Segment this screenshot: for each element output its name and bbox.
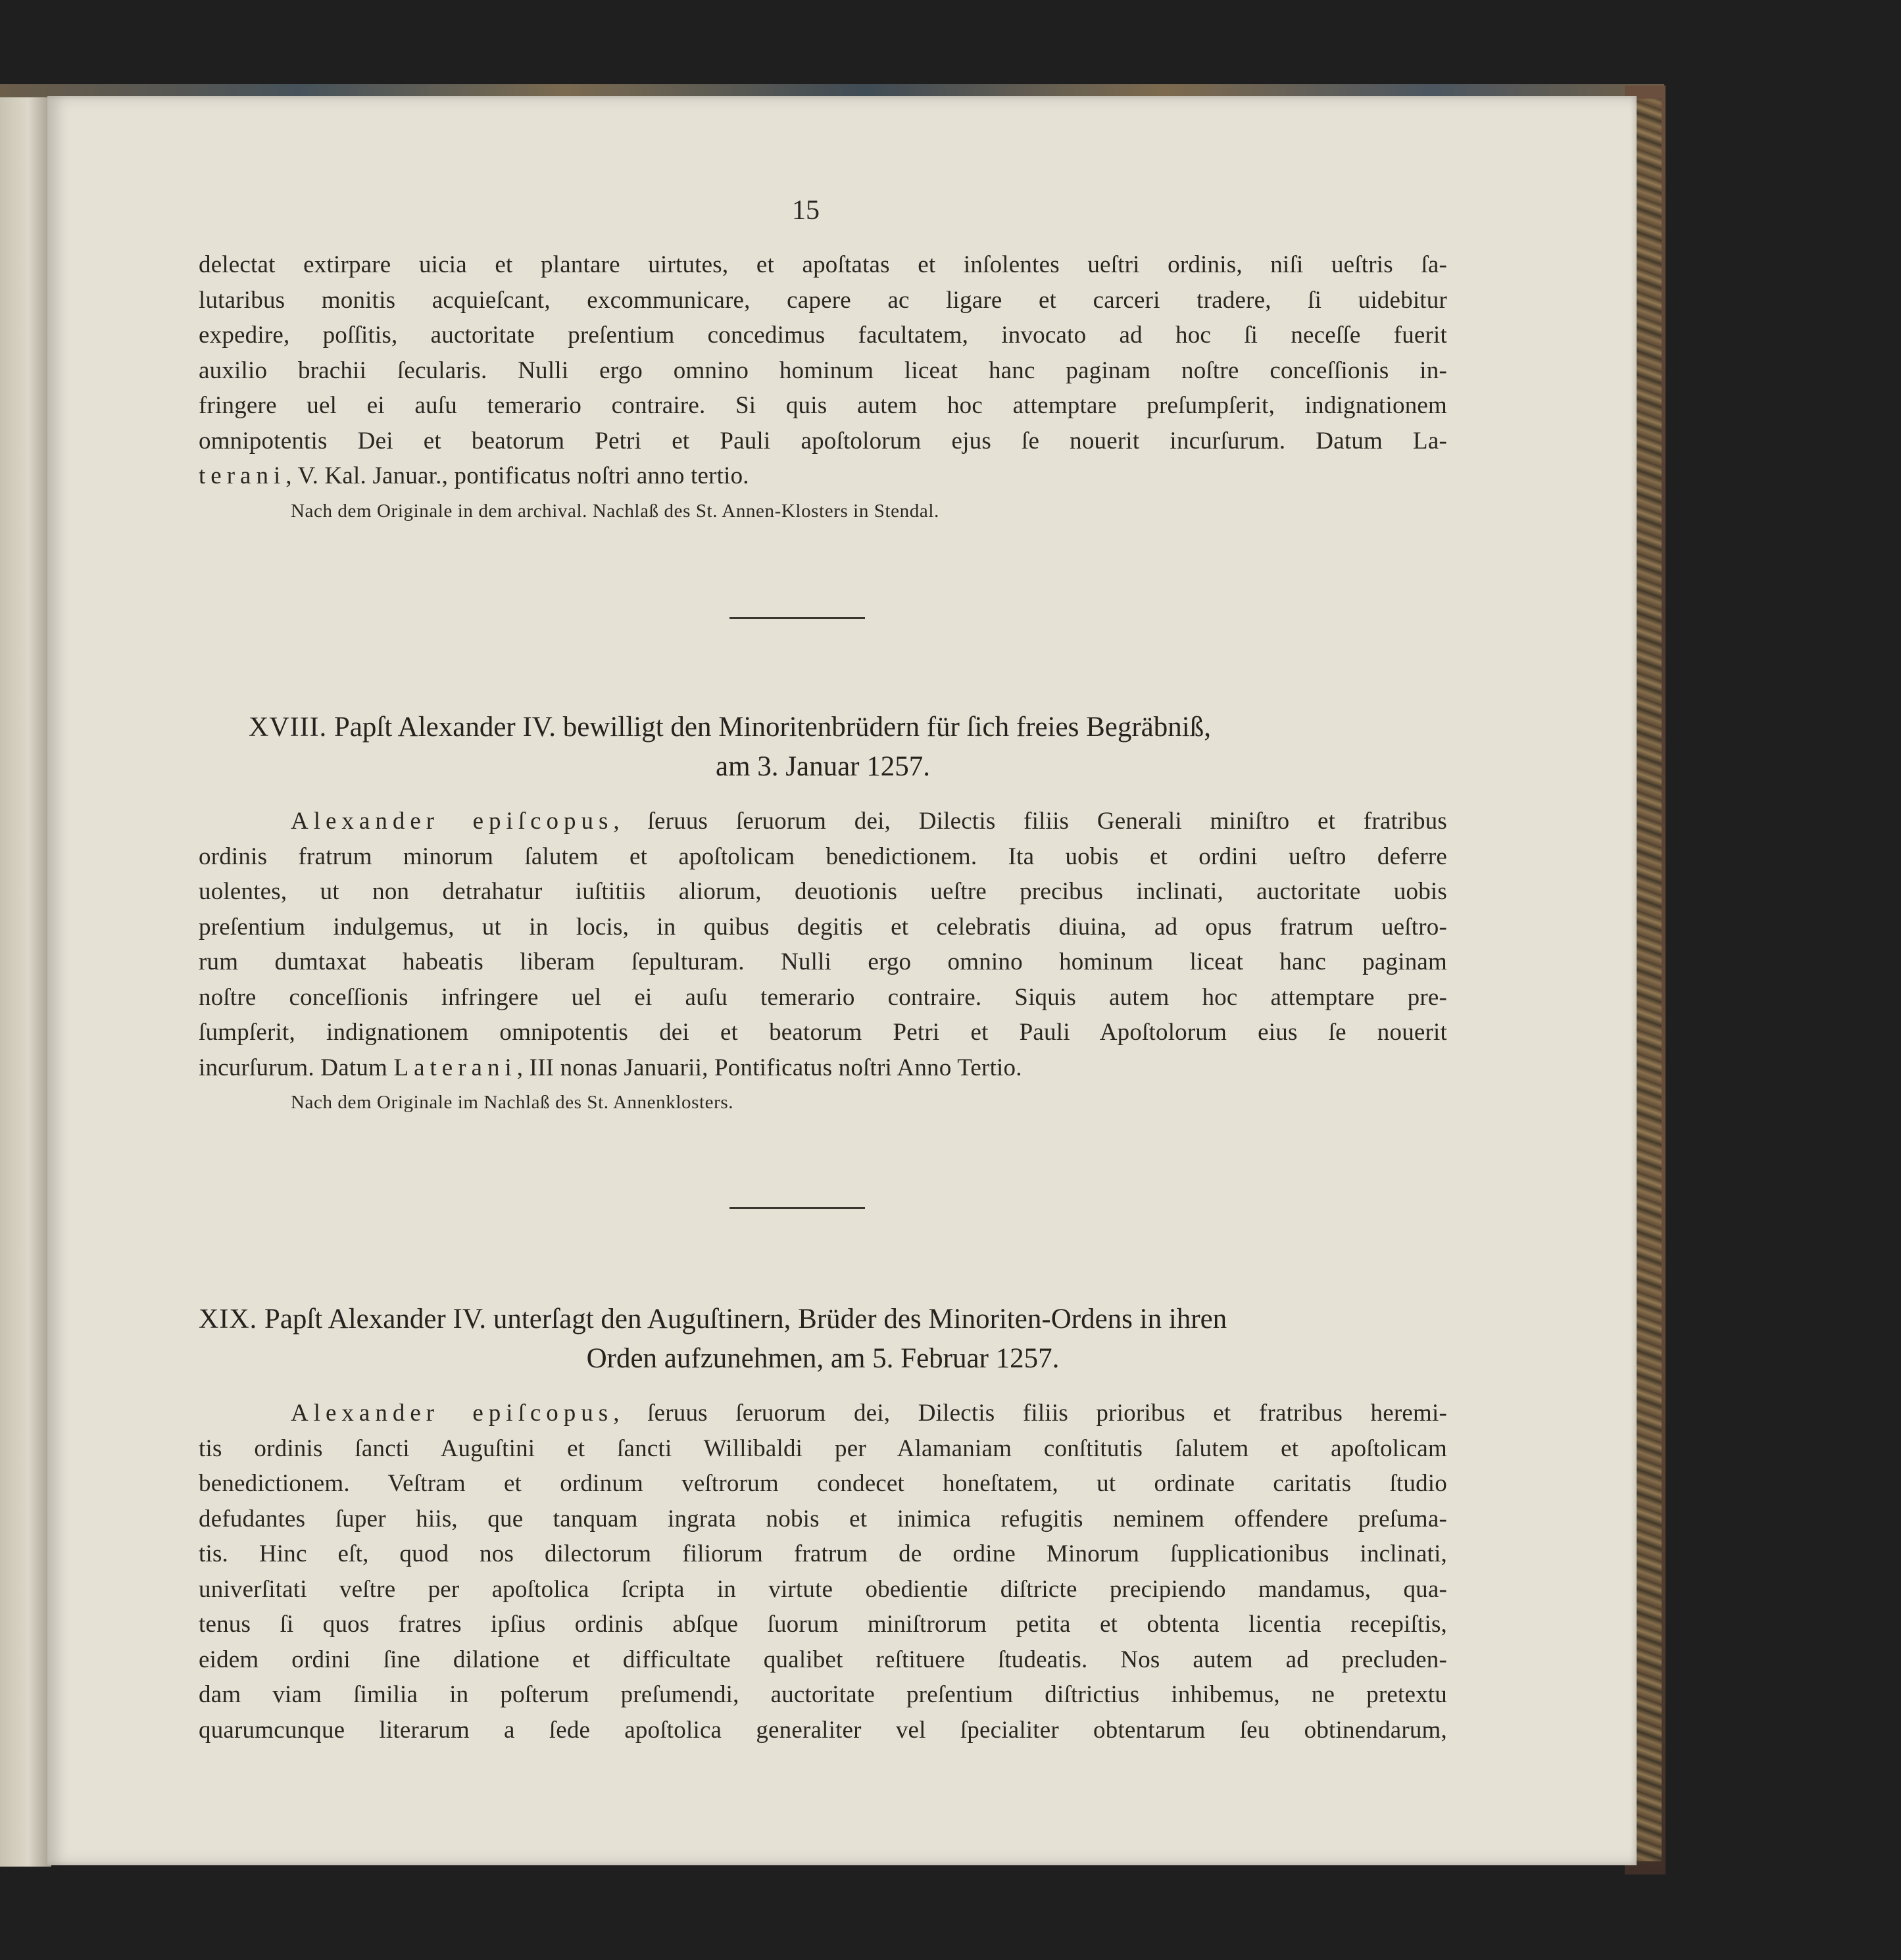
text-line: ſumpſerit, indignationem omnipotentis dei et beatorum Petri et Pauli Apoſtolorum eius ſe nouerit [199,1019,1447,1046]
text-line [199,1396,1447,1431]
text-line: delectat extirpare uicia et plantare uirtutes, et apoſtatas et inſolentes ueſtri ordinis, niſi ueſtris ſa- [199,251,1447,278]
section-title: Papſt Alexander IV. unterſagt den Auguſtinern, Brüder des Minoriten-Ordens in ihren [264,1304,1227,1335]
text-line: tis ordinis ſancti Auguſtini et ſancti Willibaldi per Alamaniam conſtitutis ſalutem et apoſtolicam [199,1434,1447,1462]
section-divider [729,617,865,619]
heading-line-1 [199,1300,1447,1339]
marbled-fore-edge [1635,99,1662,1861]
text-line: univerſitati veſtre per apoſtolica ſcripta in virtute obedientie diſtricte precipiendo mandamus, qua- [199,1575,1447,1603]
text-rest: , ſeruus ſeruorum dei, Dilectis filiis Generali miniſtro et fratribus [613,808,1447,835]
section-divider [729,1207,865,1209]
text-line: auxilio brachii ſecularis. Nulli ergo omnino hominum liceat hanc paginam noſtre conceſſionis in- [199,356,1447,384]
text-line: quarumcunque literarum a ſede apoſtolica generaliter vel ſpecialiter obtentarum ſeu obtinendarum, [199,1716,1447,1744]
heading-line-1 [199,708,1447,747]
text-line: tis. Hinc eſt, quod nos dilectorum filiorum fratrum de ordine Minorum ſupplicationibus inclinati, [199,1540,1447,1567]
text-line: lutaribus monitis acquieſcant, excommunicare, capere ac ligare et carceri tradere, ſi uidebitur [199,286,1447,314]
section-xviii-body [199,804,1447,1115]
text-line-last [199,458,1447,494]
text-line: fringere uel ei auſu temerario contraire. Si quis autem hoc attemptare preſumpſerit, indignationem [199,392,1447,419]
section-number: XIX. [199,1304,258,1335]
text-line: expedire, poſſitis, auctoritate preſentium concedimus facultatem, invocato ad hoc ſi neceſſe fuerit [199,322,1447,349]
section-number: XVIII. [249,712,328,743]
source-note: Nach dem Originale in dem archival. Nachlaß des St. Annen-Klosters in Stendal. [291,500,939,522]
section-xix-heading [199,1300,1447,1379]
text-rest: , ſeruus ſeruorum dei, Dilectis filiis prioribus et fratribus heremi- [613,1400,1447,1427]
text-line: eidem ordini ſine dilatione et difficultate qualibet reſtituere ſtudeatis. Nos autem ad precluden- [199,1646,1447,1673]
opening-words: Alexander epiſcopus [291,808,614,835]
section-title: Papſt Alexander IV. bewilligt den Minoritenbrüdern für ſich freies Begräbniß, [333,712,1211,743]
page-number: 15 [792,195,820,226]
text-line: noſtre conceſſionis infringere uel ei auſu temerario contraire. Siquis autem hoc attemptare pre- [199,983,1447,1011]
text-line: ordinis fratrum minorum ſalutem et apoſtolicam benedictionem. Ita uobis et ordini ueſtro deferre [199,843,1447,870]
text-line: dam viam ſimilia in poſterum preſumendi, auctoritate preſentium diſtrictius inhibemus, ne pretextu [199,1681,1447,1708]
text-rest: , V. Kal. Januar., pontificatus noſtri anno tertio. [285,462,749,489]
text-line: tenus ſi quos fratres ipſius ordinis abſque ſuorum miniſtrorum petita et obtenta licentia recepiſtis, [199,1611,1447,1638]
facing-page-edge [0,97,51,1867]
text-line: preſentium indulgemus, ut in locis, in quibus degitis et celebratis diuina, ad opus fratrum ueſtro- [199,913,1447,941]
source-note: Nach dem Originale im Nachlaß des St. Annenklosters. [291,1092,734,1113]
text-line: defudantes ſuper hiis, que tanquam ingrata nobis et inimica refugitis neminem offendere preſuma- [199,1505,1447,1532]
opening-words: Alexander epiſcopus [291,1400,614,1427]
text-line-last [199,1050,1447,1086]
text-rest: , III nonas Januarii, Pontificatus noſtri Anno Tertio. [516,1054,1022,1081]
section-xviii-heading [199,708,1447,787]
section-xix-body [199,1396,1447,1748]
heading-line-2: Orden aufzunehmen, am 5. Februar 1257. [586,1343,1060,1374]
text-line: benedictionem. Veſtram et ordinum veſtrorum condecet honeſtatem, ut ordinate caritatis ſtudio [199,1470,1447,1497]
text-prefix: incurſurum. Datum [199,1054,394,1081]
text-line: omnipotentis Dei et beatorum Petri et Pauli apoſtolorum ejus ſe nouerit incurſurum. Datum La- [199,427,1447,454]
document-page [47,96,1637,1865]
text-line: rum dumtaxat habeatis liberam ſepulturam. Nulli ergo omnino hominum liceat hanc paginam [199,948,1447,975]
spaced-place-name: terani [199,462,286,489]
text-line [199,804,1447,839]
heading-line-2: am 3. Januar 1257. [715,751,930,782]
text-line: uolentes, ut non detrahatur iuſtitiis aliorum, deuotionis ueſtre precibus inclinati, auctoritate uobis [199,878,1447,905]
spaced-place-name: Laterani [393,1054,517,1081]
section-xvii-end [199,247,1447,524]
